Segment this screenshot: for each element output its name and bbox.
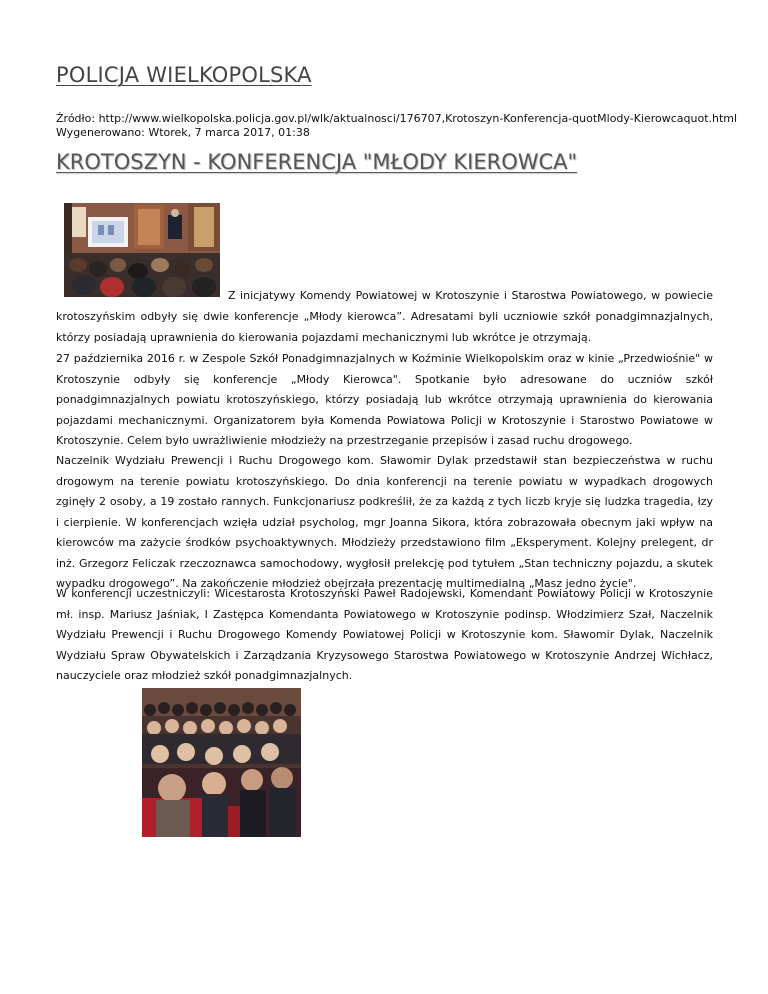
conference-photo-2: [142, 688, 301, 837]
intro-paragraph: Z inicjatywy Komendy Powiatowej w Krotoszynie i Starostwa Powiatowego, w powiecie krotoszyńskim odbyły się dwie konferencje „Młody kierowca”. Adresatami byli uczniowie szkół ponadgimnazjalnych, którzy posiadają uprawnienia do kierowania pojazdami mechanicznymi lub wkrótce je otrzymają.: [56, 289, 713, 344]
site-title[interactable]: POLICJA WIELKOPOLSKA: [56, 63, 312, 87]
document-meta: [56, 112, 737, 140]
generated-line: Wygenerowano: Wtorek, 7 marca 2017, 01:38: [56, 126, 310, 139]
article-paragraph-4: W konferencji uczestniczyli: Wicestarosta Krotoszyński Paweł Radojewski, Komendant Powiatowy Policji w Krotoszynie mł. insp. Mariusz Jaśniak, I Zastępca Komendanta Powiatowego w Krotoszynie podinsp. Włodzimierz Szał, Naczelnik Wydziału Prewencji i Ruchu Drogowego Komendy Powiatowej Policji w Krotoszynie kom. Sławomir Dylak, Naczelnik Wydziału Spraw Obywatelskich i Zarządzania Kryzysowego Starostwa Powiatowego w Krotoszynie Andrzej Wichłacz, nauczyciele oraz młodzież szkół ponadgimnazjalnych.: [56, 587, 713, 682]
article-paragraph-3: Naczelnik Wydziału Prewencji i Ruchu Drogowego kom. Sławomir Dylak przedstawił stan bezpieczeństwa w ruchu drogowym na terenie powiatu krotoszyńskiego. Do dnia konferencji na terenie powiatu w wypadkach drogowych zginęły 2 osoby, a 19 zostało rannych. Funkcjonariusz podkreślił, że za każdą z tych liczb kryje się ludzka tragedia, łzy i cierpienie. W konferencjach wzięła udział psycholog, mgr Joanna Sikora, która zobrazowała obecnym jaki wpływ na kierowców ma zażycie środków psychoaktywnych. Młodzieży przedstawiono film „Eksperyment. Kolejny prelegent, dr inż. Grzegorz Feliczak rzeczoznawca samochodowy, wygłosił prelekcję pod tytułem „Stan techniczny pojazdu, a skutek wypadku drogowego”. Na zakończenie młodzież obejrzała prezentację multimedialną „Masz jedno życie".: [56, 454, 713, 590]
source-line: Źródło: http://www.wielkopolska.policja.gov.pl/wlk/aktualnosci/176707,Krotoszyn-Konferencja-quotMlody-Kierowcaquot.html: [56, 112, 738, 125]
article-title[interactable]: KROTOSZYN - KONFERENCJA "MŁODY KIEROWCA": [56, 150, 578, 174]
article-paragraph-2: 27 października 2016 r. w Zespole Szkół Ponadgimnazjalnych w Koźminie Wielkopolskim oraz w kinie „Przedwiośnie" w Krotoszynie odbyły się konferencje „Młody Kierowca". Spotkanie było adresowane do uczniów szkół ponadgimnazjalnych powiatu krotoszyńskiego, którzy posiadają lub wkrótce otrzymają uprawnienia do kierowania pojazdami mechanicznymi. Organizatorem była Komenda Powiatowa Policji w Krotoszynie i Starostwo Powiatowe w Krotoszynie. Celem było uwrażliwienie młodzieży na przestrzeganie przepisów i zasad ruchu drogowego.: [56, 352, 713, 447]
conference-photo-1: [64, 203, 220, 297]
